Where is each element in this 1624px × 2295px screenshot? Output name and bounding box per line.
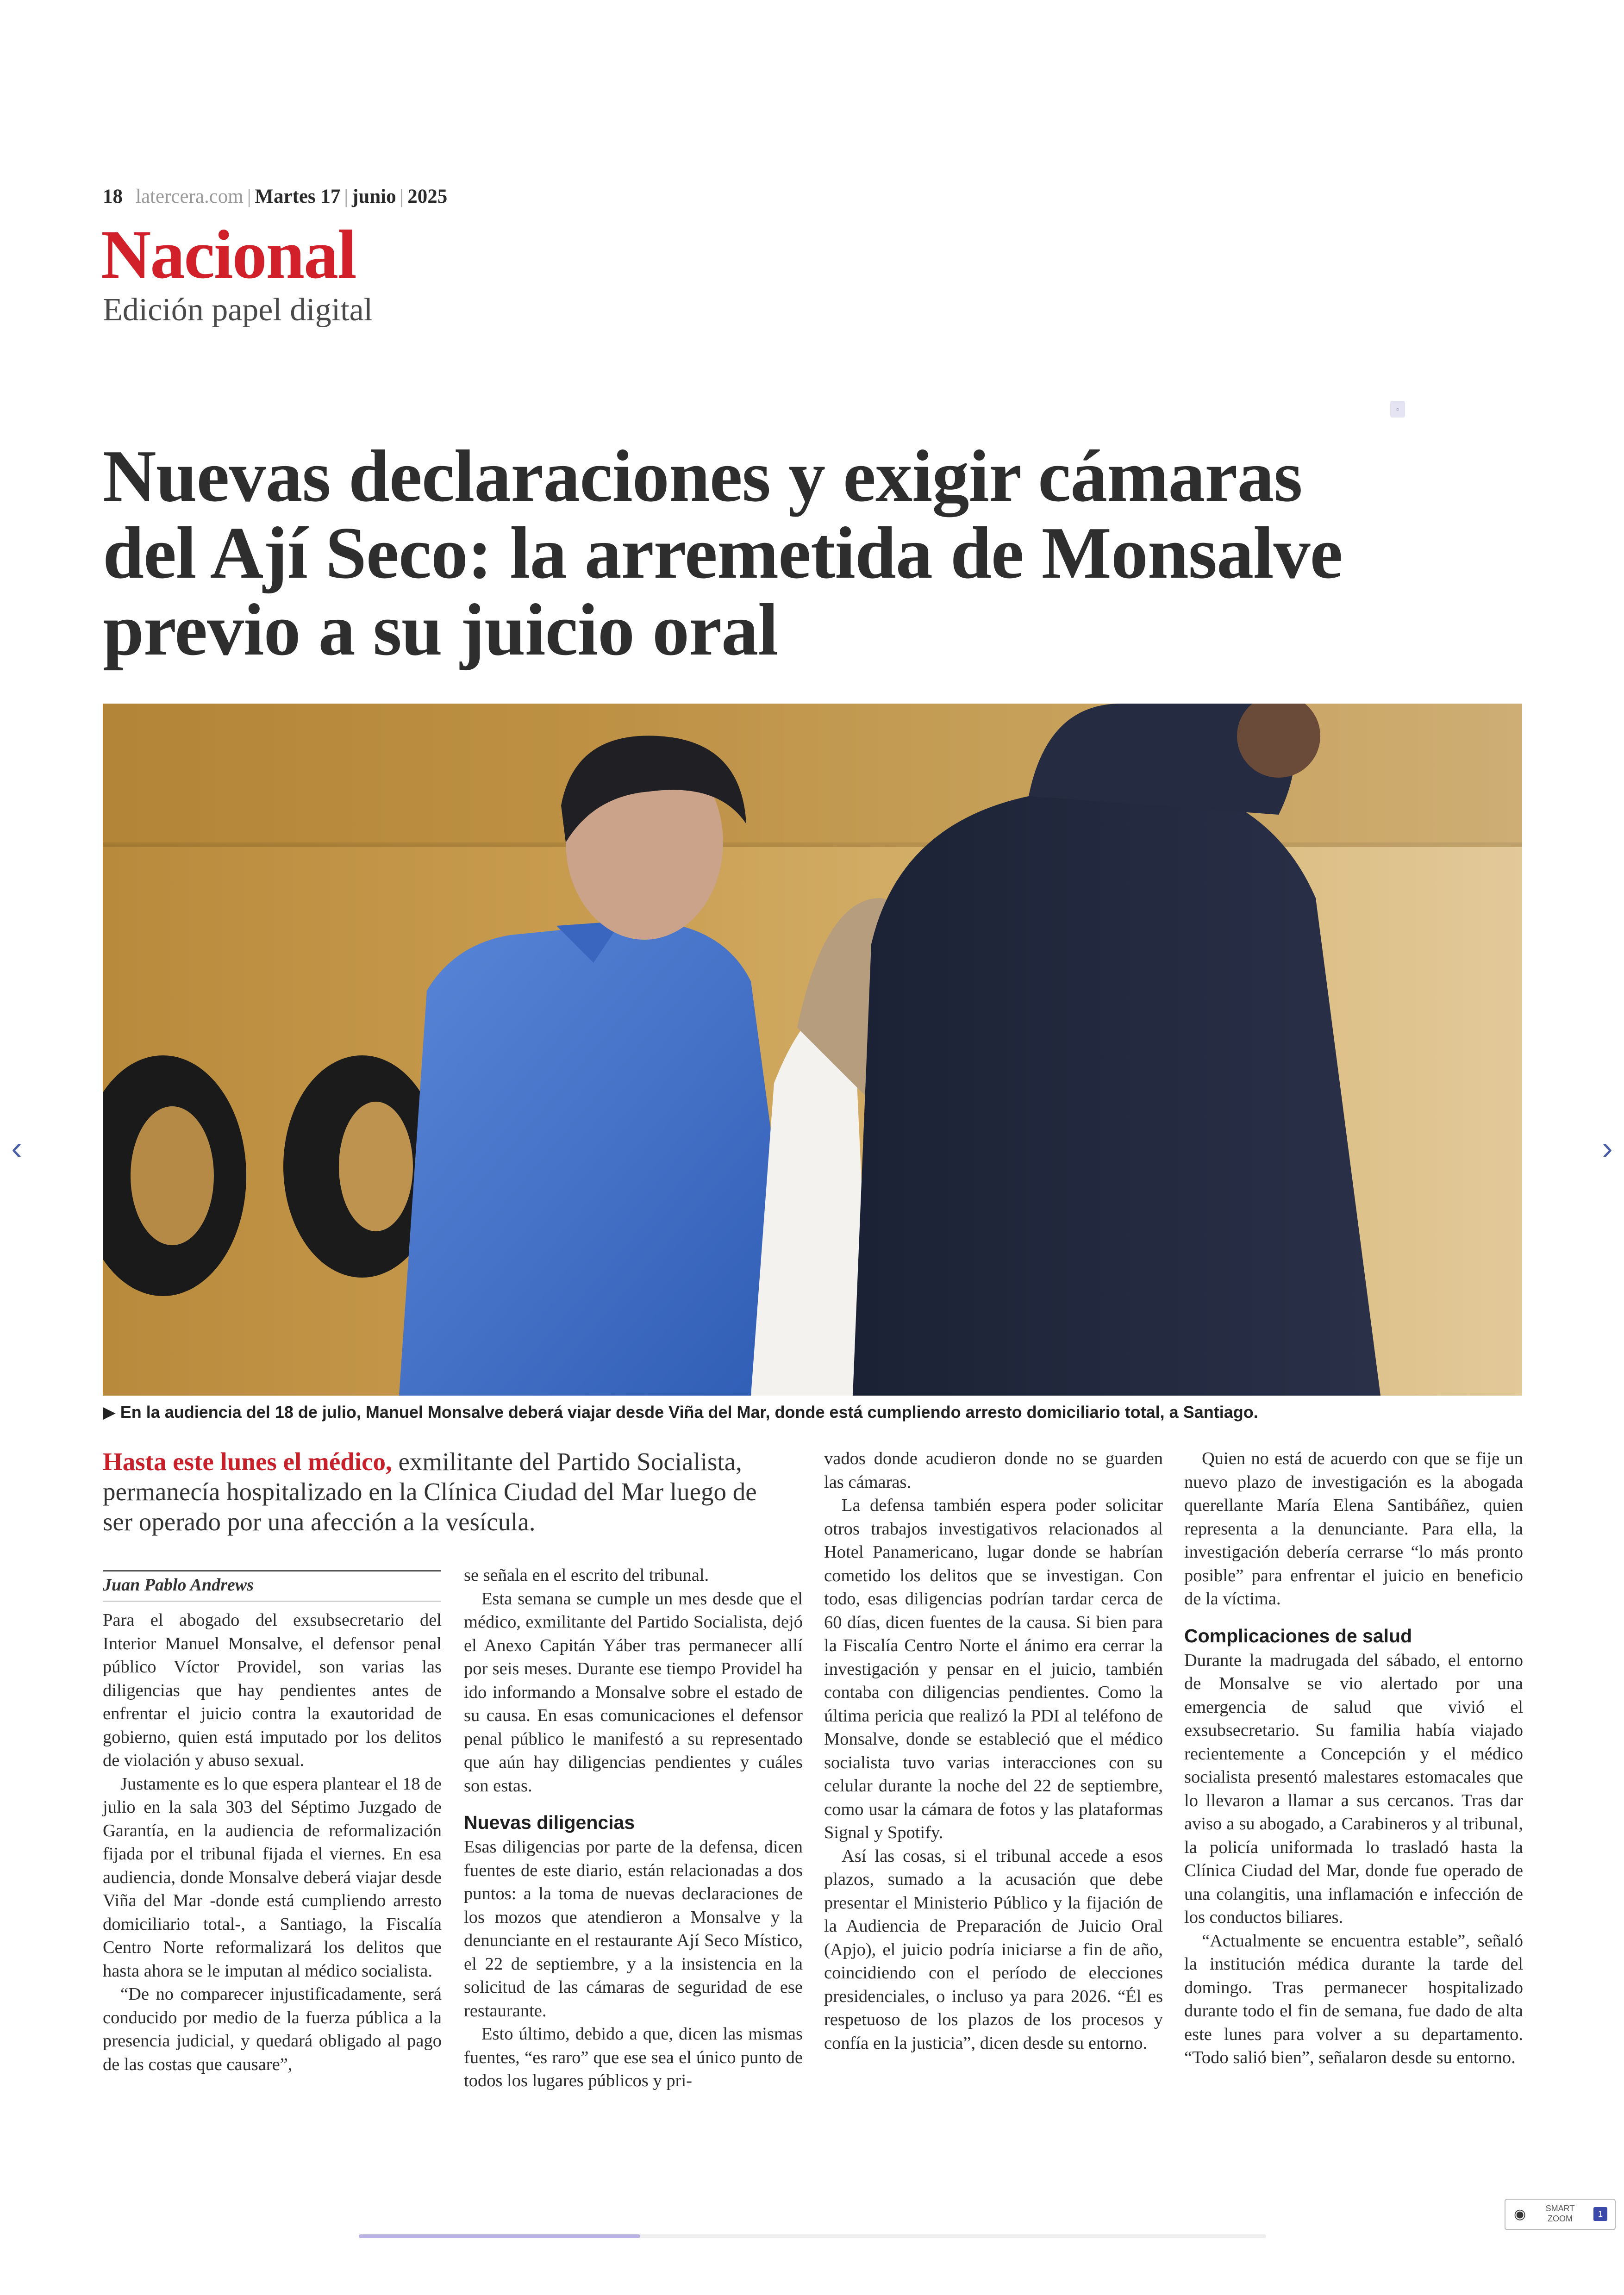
issue-month: junio bbox=[352, 186, 396, 207]
paragraph: Esas diligencias por parte de la defensa, dicen fuentes de este diario, están relacionadas a dos puntos: a la toma de nuevas declaraciones de los mozos que atendieron a Monsalve y la denunciante en el restaurante Ají Seco Místico, el 22 de septiembre, y a la insistencia en la solicitud de las cámaras de seguridad de ese restaurante. bbox=[464, 1837, 803, 2021]
chevron-right-icon: › bbox=[1602, 1130, 1613, 1166]
paragraph: Esta semana se cumple un mes desde que el médico, exmilitante del Partido Socialista, dejó el Anexo Capitán Yáber tras permanecer allí por seis meses. Durante ese tiempo Providel ha ido informando a Monsalve sobre el estado de su causa. En esas comunicaciones el defensor penal público le manifestó a su representado que aún hay diligencias pendientes y cuáles son estas. bbox=[464, 1589, 803, 1796]
standfirst-text: exmilitante del Partido Socialista, permanecía hospitalizado en la Clínica Ciudad del Mar luego de ser operado por una afección a la vesícula. bbox=[103, 1447, 757, 1536]
masthead: 18 latercera.com | Martes 17 | junio | 2025 bbox=[103, 186, 448, 207]
article-column-3 bbox=[824, 1447, 1163, 2055]
prev-page-button[interactable] bbox=[3, 1129, 31, 1166]
chevron-left-icon: ‹ bbox=[11, 1130, 22, 1166]
smart-zoom-badge: 1 bbox=[1593, 2207, 1607, 2221]
smart-zoom-button[interactable] bbox=[1505, 2199, 1616, 2230]
paragraph: Esto último, debido a que, dicen las mismas fuentes, “es raro” que ese sea el único punto de todos los lugares públicos y pri- bbox=[464, 2024, 803, 2090]
standfirst-lead: Hasta este lunes el médico, bbox=[103, 1447, 392, 1476]
subheading: Complicaciones de salud bbox=[1184, 1625, 1412, 1646]
edition-label: Edición papel digital bbox=[103, 292, 373, 328]
article-photo bbox=[103, 704, 1522, 1396]
paragraph: Para el abogado del exsubsecretario del Interior Manuel Monsalve, el defensor penal público Víctor Providel, son varias las diligencias que hay pendientes antes de enfrentar el juicio contra la exautoridad de gobierno, quien está imputado por los delitos de violación y abuso sexual. bbox=[103, 1610, 442, 1770]
article-column-2 bbox=[464, 1564, 803, 2093]
byline: Juan Pablo Andrews bbox=[103, 1575, 254, 1595]
paragraph: se señala en el escrito del tribunal. bbox=[464, 1565, 709, 1585]
smart-zoom-label: SMART ZOOM bbox=[1545, 2204, 1575, 2223]
caption-arrow-icon: ▶ bbox=[103, 1403, 120, 1422]
site-name: latercera.com bbox=[136, 186, 244, 207]
paragraph: La defensa también espera poder solicitar otros trabajos investigativos relacionados al Hotel Panamericano, lugar donde se habrían cometido los delitos que se investigan. Con todo, esas diligencias podrían tardar cerca de 60 días, dicen fuentes de la causa. Si bien para la Fiscalía Centro Norte el ánimo era cerrar la investigación y pensar en el juicio, también contaba con diligencias pendientes. Como la última pericia que realizó la PDI al teléfono de Monsalve, donde se estableció que el médico socialista tuvo varias interacciones con su celular durante la noche del 22 de septiembre, como usar la cámara de fotos y las plataformas Signal y Spotify. bbox=[824, 1496, 1163, 1842]
paragraph: “Actualmente se encuentra estable”, señaló la institución médica durante la tarde del domingo. Tras permanecer hospitalizado durante todo el fin de semana, fue dado de alta este lunes para volver a su departamento. “Todo salió bien”, señalaron desde su entorno. bbox=[1184, 1931, 1523, 2067]
article-column-1 bbox=[103, 1609, 442, 2076]
page-progress-fill bbox=[359, 2234, 640, 2238]
byline-rule bbox=[103, 1570, 441, 1572]
standfirst bbox=[103, 1447, 779, 1537]
issue-date: Martes 17 bbox=[255, 186, 341, 207]
issue-year: 2025 bbox=[407, 186, 448, 207]
section-title: Nacional bbox=[101, 216, 356, 293]
page-progress-bar[interactable] bbox=[359, 2234, 1266, 2238]
byline-rule-bottom bbox=[103, 1601, 441, 1602]
next-page-button[interactable] bbox=[1593, 1129, 1621, 1166]
paragraph: vados donde acudieron donde no se guarden las cámaras. bbox=[824, 1449, 1163, 1492]
subheading: Nuevas diligencias bbox=[464, 1812, 635, 1833]
eye-icon: ◉ bbox=[1514, 2207, 1526, 2222]
paragraph: Quien no está de acuerdo con que se fije un nuevo plazo de investigación es la abogada querellante María Elena Santibáñez, quien representa a la denunciante. Para ella, la investigación debería cerrarse “lo más pronto posible” para enfrentar el juicio en beneficio de la víctima. bbox=[1184, 1449, 1523, 1609]
paragraph: “De no comparecer injustificadamente, será conducido por medio de la fuerza pública a la presencia judicial, y quedará obligado al pago de las costas que causare”, bbox=[103, 1984, 442, 2074]
caption-text: En la audiencia del 18 de julio, Manuel Monsalve deberá viajar desde Viña del Mar, donde está cumpliendo arresto domiciliario total, a Santiago. bbox=[120, 1403, 1258, 1422]
headline: Nuevas declaraciones y exigir cámaras del Ají Seco: la arremetida de Monsalve previo a su juicio oral bbox=[103, 435, 1343, 671]
paragraph: Justamente es lo que espera plantear el 18 de julio en la sala 303 del Séptimo Juzgado de Garantía, en la audiencia de reformalización fijada por el tribunal fijada el viernes. En esa audiencia, donde Monsalve deberá viajar desde Viña del Mar -donde está cumpliendo arresto domiciliario total-, a Santiago, la Fiscalía Centro Norte reformalizará los delitos que hasta ahora se le imputan al médico socialista. bbox=[103, 1774, 442, 1981]
paragraph: Durante la madrugada del sábado, el entorno de Monsalve se vio alertado por una emergencia de salud que vivió el exsubsecretario. Su familia había viajado recientemente a Concepción y el médico socialista presentó malestares estomacales que lo llevaron a llamar a sus cercanos. Tras dar aviso a su abogado, a Carabineros y al tribunal, la policía uniformada lo trasladó hasta la Clínica Ciudad del Mar, donde fue operado de una colangitis, una inflamación e infección de los conductos biliares. bbox=[1184, 1650, 1523, 1927]
page-marker-icon: ▫ bbox=[1390, 401, 1405, 418]
article-column-4 bbox=[1184, 1447, 1523, 2070]
photo-caption bbox=[103, 1403, 1522, 1422]
paragraph: Así las cosas, si el tribunal accede a esos plazos, sumado a la acusación que debe presentar el Ministerio Público y la fijación de la Audiencia de Preparación de Juicio Oral (Apjo), el juicio podría iniciarse a fin de año, coincidiendo con el período de elecciones presidenciales, o incluso ya para 2026. “Él es respetuoso de los plazos de los procesos y confía en la justicia”, dicen desde su entorno. bbox=[824, 1846, 1163, 2053]
page-number: 18 bbox=[103, 186, 123, 207]
